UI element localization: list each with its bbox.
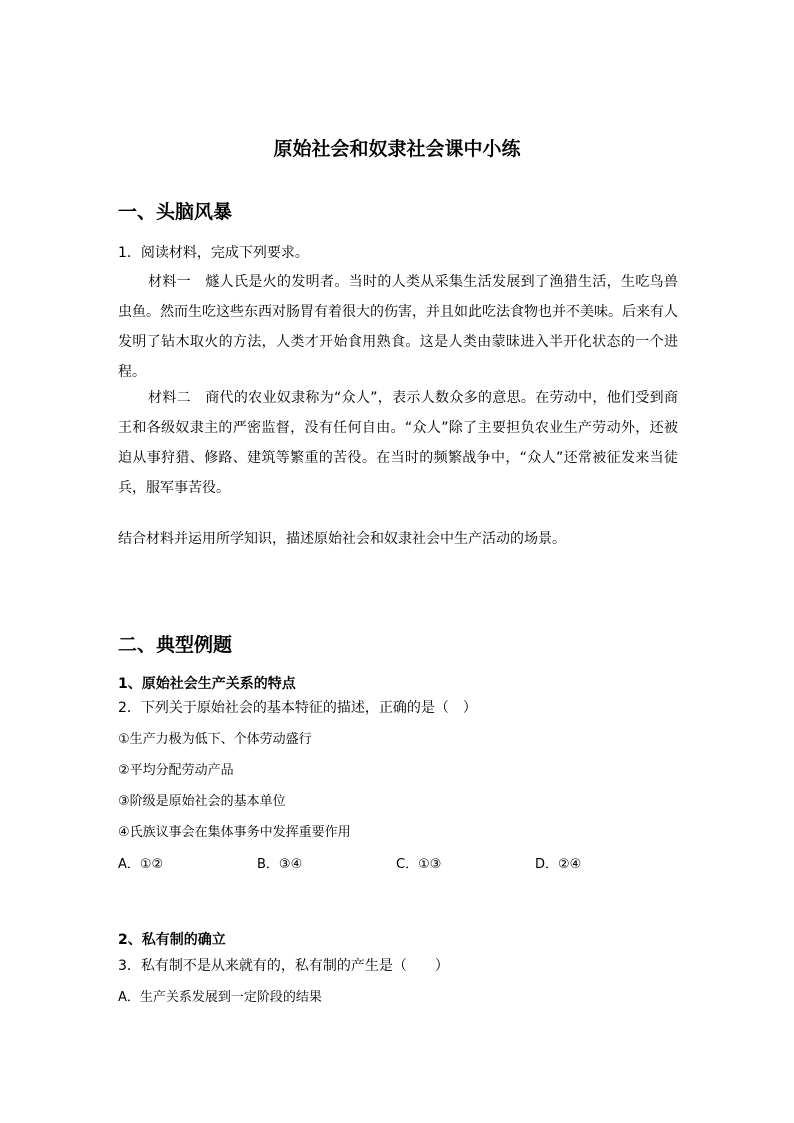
material-1-paragraph: 材料一 燧人氏是火的发明者。当时的人类从采集生活发展到了渔猎生活，生吃鸟兽虫鱼。然而生吃这些东西对肠胃有着很大的伤害，并且如此吃法食物也并不美味。后来有人发明了钻木取火的方法，人类才开始食用熟食。这是人类由蒙昧进入半开化状态的一个进程。	[118, 274, 678, 380]
question-3-stem: 3．私有制不是从来就有的，私有制的产生是（ ）	[118, 958, 449, 974]
question-2-option-a: A．①②	[118, 857, 164, 872]
material-2-paragraph: 材料二 商代的农业奴隶称为“众人”，表示人数众多的意思。在劳动中，他们受到商王和各级奴隶主的严密监督，没有任何自由。“众人”除了主要担负农业生产劳动外，还被迫从事狩猎、修路、建筑等繁重的苦役。在当时的频繁战争中，“众人”还常被征发来当徒兵，服军事苦役。	[118, 390, 678, 496]
question-3-option-a: A．生产关系发展到一定阶段的结果	[118, 990, 322, 1005]
section-heading-examples: 二、典型例题	[118, 634, 233, 656]
question-2-stem: 2．下列关于原始社会的基本特征的描述，正确的是（ ）	[118, 700, 477, 716]
section-heading-brainstorm: 一、头脑风暴	[118, 201, 233, 223]
question-1-task: 结合材料并运用所学知识，描述原始社会和奴隶社会中生产活动的场景。	[118, 531, 566, 547]
subsection-heading-primitive-relations: 1、原始社会生产关系的特点	[118, 676, 296, 692]
subsection-heading-private-ownership: 2、私有制的确立	[118, 932, 226, 948]
question-2-item-3: ③阶级是原始社会的基本单位	[118, 794, 286, 809]
document-title: 原始社会和奴隶社会课中小练	[273, 138, 521, 160]
question-2-item-4: ④氏族议事会在集体事务中发挥重要作用	[118, 825, 351, 840]
question-2-option-c: C．①③	[396, 857, 442, 872]
question-2-option-b: B．③④	[257, 857, 303, 872]
question-2-option-d: D．②④	[535, 857, 582, 872]
question-1-stem: 1．阅读材料，完成下列要求。	[118, 245, 309, 261]
question-2-item-1: ①生产力极为低下、个体劳动盛行	[118, 732, 312, 747]
question-2-item-2: ②平均分配劳动产品	[118, 763, 234, 778]
